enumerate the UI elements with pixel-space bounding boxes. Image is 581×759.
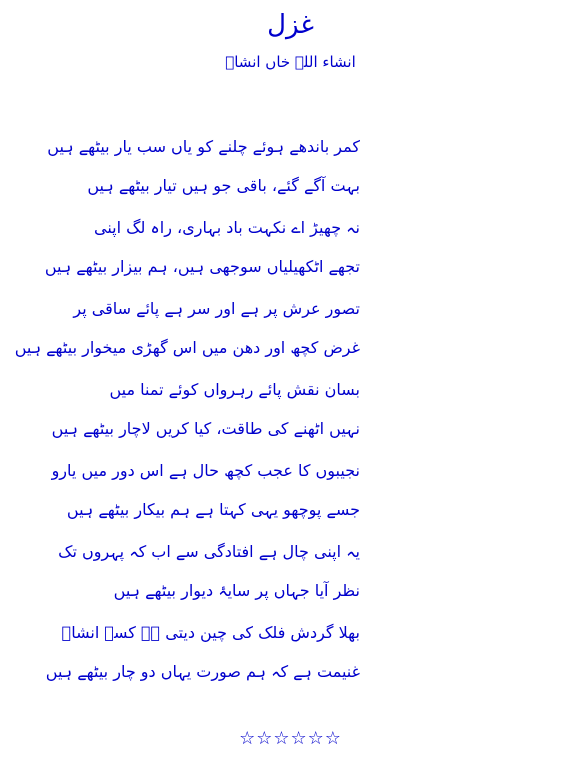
misra: بھلا گردش فلک کی چین دیتی ہے کسے انشاؔ xyxy=(61,623,360,642)
couplet xyxy=(44,209,360,286)
misra: غرض کچھ اور دھن میں اس گھڑی میخوار بیٹھے ہیں xyxy=(14,337,360,357)
couplet xyxy=(51,371,360,448)
misra: بسان نقش پائے رہرواں کوئے تمنا میں xyxy=(109,380,360,399)
couplet xyxy=(45,614,360,691)
misra: تصور عرش پر ہے اور سر ہے پائے ساقی پر xyxy=(73,299,360,318)
misra: نہیں اٹھنے کی طاقت، کیا کریں لاچار بیٹھے ہیں xyxy=(51,418,360,438)
couplet xyxy=(47,128,360,205)
misra: نظر آیا جہاں پر سایۂ دیوار بیٹھے ہیں xyxy=(113,580,360,600)
ghazal-couplets xyxy=(14,128,360,695)
couplet xyxy=(14,290,360,367)
couplet xyxy=(51,452,360,529)
poet-name: انشاء اللہ خاں انشاؔ xyxy=(225,53,356,71)
ghazal-title: غزل xyxy=(267,10,314,40)
misra: کمر باندھے ہوئے چلنے کو یاں سب یار بیٹھے ہیں xyxy=(47,137,360,156)
misra: بہت آگے گئے، باقی جو ہیں تیار بیٹھے ہیں xyxy=(87,175,360,195)
misra: نہ چھیڑ اے نکہت باد بہاری، راہ لگ اپنی xyxy=(93,218,360,237)
misra: نجیبوں کا عجب کچھ حال ہے اس دور میں یارو xyxy=(51,461,360,480)
star-ornament: ☆☆☆☆☆☆ xyxy=(239,728,342,749)
misra: غنیمت ہے کہ ہم صورت یہاں دو چار بیٹھے ہیں xyxy=(45,661,360,681)
misra: یہ اپنی چال ہے افتادگی سے اب کہ پہروں تک xyxy=(58,542,360,561)
couplet xyxy=(60,533,360,610)
misra: تجھے اٹکھیلیاں سوجھی ہیں، ہم بیزار بیٹھے ہیں xyxy=(44,256,360,276)
misra: جسے پوچھو یہی کہتا ہے ہم بیکار بیٹھے ہیں xyxy=(66,499,360,519)
